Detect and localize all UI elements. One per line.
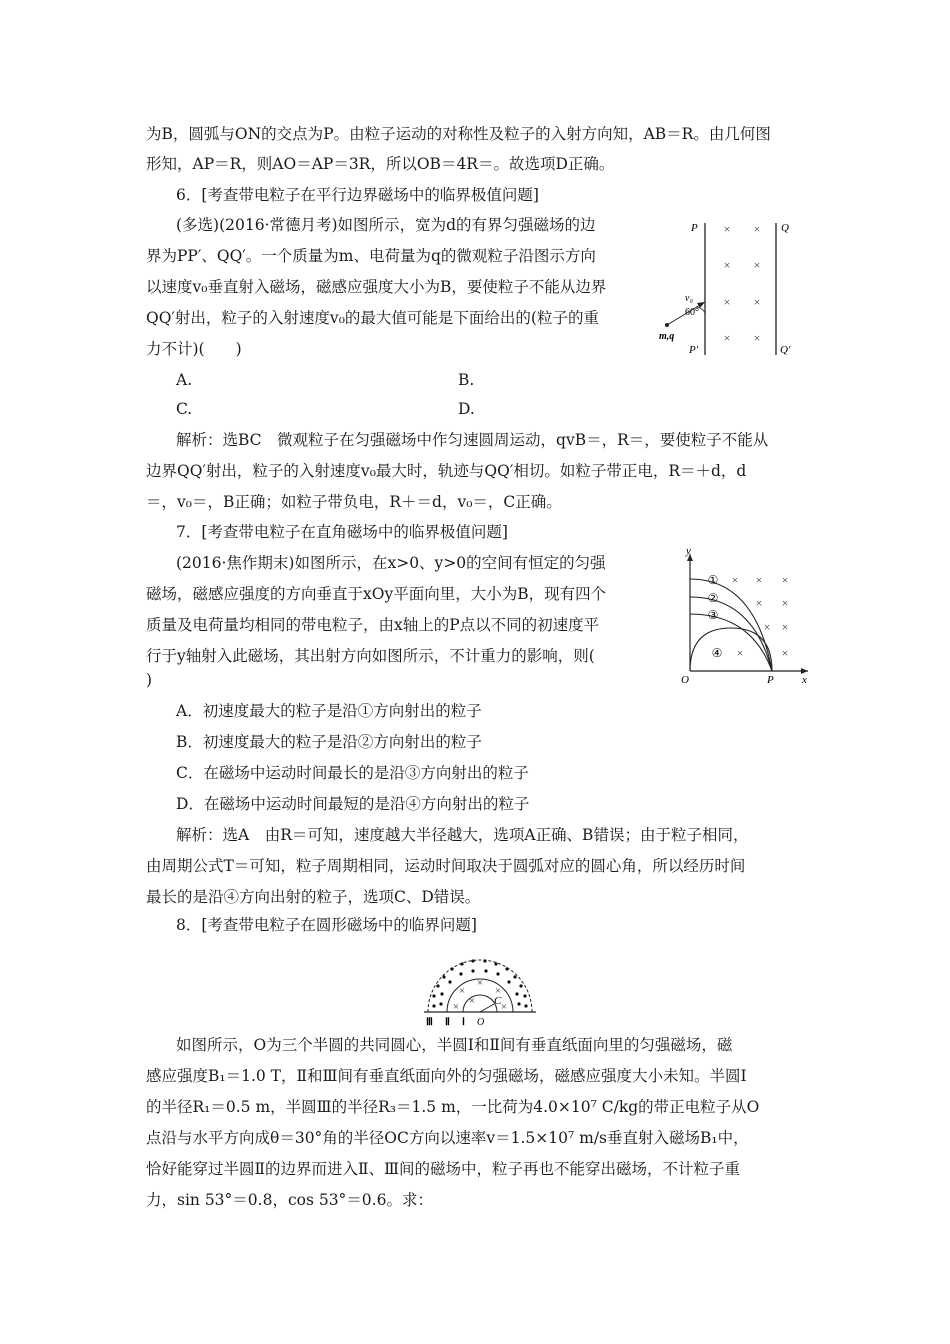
q7-label-o: O xyxy=(681,674,689,684)
q6-label-angle: 60° xyxy=(685,307,699,318)
q7-label-2: ② xyxy=(707,591,719,605)
q7-body-2: 磁场，磁感应强度的方向垂直于xOy平面向里，大小为B，现有四个 xyxy=(146,585,607,603)
intro-line-1: 为B，圆弧与ON的交点为P。由粒子运动的对称性及粒子的入射方向知，AB＝R。由几何图 xyxy=(146,125,771,143)
q7-option-d: D．在磁场中运动时间最短的是沿④方向射出的粒子 xyxy=(176,795,530,813)
q6-body-2: 界为PP′、QQ′。一个质量为m、电荷量为q的微观粒子沿图示方向 xyxy=(146,247,596,265)
q8-body-2: 感应强度B₁＝1.0 T，Ⅱ和Ⅲ间有垂直纸面向外的匀强磁场，磁感应强度大小未知。半圆Ⅰ xyxy=(146,1067,747,1085)
q6-cross: × xyxy=(753,258,761,272)
q7-cross: × xyxy=(781,596,789,610)
q6-body-5: 力不计)( ) xyxy=(146,340,242,358)
q7-cross: × xyxy=(731,573,739,587)
q6-label-q-prime: Q′ xyxy=(780,344,791,356)
q6-body-3: 以速度v₀垂直射入磁场，磁感应强度大小为B，要使粒子不能从边界 xyxy=(146,278,607,296)
q7-cross: × xyxy=(781,646,789,660)
q8-body-3: 的半径R₁＝0.5 m，半圆Ⅲ的半径R₃＝1.5 m，一比荷为4.0×10⁷ C/kg的带正电粒子从O xyxy=(146,1098,760,1116)
q7-label-x: x xyxy=(802,674,807,684)
q8-cross: × xyxy=(494,985,502,997)
q8-cross: × xyxy=(468,995,476,1007)
q8-label-o: O xyxy=(477,1017,485,1028)
q6-label-v0: v₀ xyxy=(685,293,693,304)
q8-label-c: C xyxy=(494,995,502,1007)
q6-option-d: D. xyxy=(458,400,475,418)
q6-label-p-prime: P′ xyxy=(689,344,699,356)
q7-body-1: (2016·焦作期末)如图所示，在x>0、y>0的空间有恒定的匀强 xyxy=(176,554,606,572)
q6-option-b: B. xyxy=(458,371,475,389)
q8-label-3: Ⅲ xyxy=(426,1017,433,1028)
q6-cross: × xyxy=(723,258,731,272)
q6-option-a: A. xyxy=(176,371,193,389)
q6-label-q: Q xyxy=(781,222,789,234)
q7-cross: × xyxy=(763,620,771,634)
q6-cross: × xyxy=(723,295,731,309)
q8-body-5: 恰好能穿过半圆Ⅱ的边界而进入Ⅱ、Ⅲ间的磁场中，粒子再也不能穿出磁场，不计粒子重 xyxy=(146,1160,741,1178)
q7-option-c: C．在磁场中运动时间最长的是沿③方向射出的粒子 xyxy=(176,764,529,782)
q8-body-6: 力，sin 53°＝0.8，cos 53°＝0.6。求： xyxy=(146,1191,433,1209)
q8-label-1: Ⅰ xyxy=(462,1017,465,1028)
q8-semicircle-figure xyxy=(420,942,540,1028)
q7-field-figure xyxy=(675,544,815,684)
q6-analysis-3: ＝，v₀＝，B正确；如粒子带负电，R＋＝d，v₀＝，C正确。 xyxy=(146,493,562,511)
q6-body-1: (多选)(2016·常德月考)如图所示，宽为d的有界匀强磁场的边 xyxy=(176,216,596,234)
q6-body-4: QQ′射出，粒子的入射速度v₀的最大值可能是下面给出的(粒子的重 xyxy=(146,309,599,327)
q8-cross: × xyxy=(476,977,484,989)
q7-label-p: P xyxy=(767,674,774,684)
q7-cross: × xyxy=(755,573,763,587)
q6-cross: × xyxy=(723,331,731,345)
q7-cross: × xyxy=(781,620,789,634)
q8-cross: × xyxy=(500,1001,508,1013)
q7-body-4: 行于y轴射入此磁场，其出射方向如图所示，不计重力的影响，则( xyxy=(146,647,595,665)
q7-option-a: A．初速度最大的粒子是沿①方向射出的粒子 xyxy=(176,702,482,720)
q7-body-5: ) xyxy=(146,671,153,689)
q7-cross: × xyxy=(736,646,744,660)
q7-heading: 7．[考查带电粒子在直角磁场中的临界极值问题] xyxy=(176,523,508,541)
q6-analysis-2: 边界QQ′射出，粒子的入射速度v₀最大时，轨迹与QQ′相切。如粒子带正电，R＝＋d，d xyxy=(146,462,747,480)
q6-label-p: P xyxy=(691,222,698,234)
q6-analysis-1: 解析：选BC 微观粒子在匀强磁场中作匀速圆周运动，qvB＝，R＝，要使粒子不能从 xyxy=(176,431,769,449)
q6-field-figure xyxy=(655,215,805,360)
q7-cross: × xyxy=(781,573,789,587)
q6-heading: 6．[考查带电粒子在平行边界磁场中的临界极值问题] xyxy=(176,186,539,204)
q7-label-1: ① xyxy=(707,573,719,587)
q7-body-3: 质量及电荷量均相同的带电粒子，由x轴上的P点以不同的初速度平 xyxy=(146,616,600,634)
q6-cross: × xyxy=(753,331,761,345)
q8-cross: × xyxy=(452,1001,460,1013)
q7-analysis-1: 解析：选A 由R＝可知，速度越大半径越大，选项A正确、B错误；由于粒子相同， xyxy=(176,826,749,844)
q6-cross: × xyxy=(753,295,761,309)
q8-body-4: 点沿与水平方向成θ＝30°角的半径OC方向以速率v＝1.5×10⁷ m/s垂直射入磁场B₁中， xyxy=(146,1129,749,1147)
q7-analysis-2: 由周期公式T＝可知，粒子周期相同，运动时间取决于圆弧对应的圆心角，所以经历时间 xyxy=(146,857,746,875)
q8-cross: × xyxy=(458,985,466,997)
q7-analysis-3: 最长的是沿④方向出射的粒子，选项C、D错误。 xyxy=(146,888,481,906)
q8-label-2: Ⅱ xyxy=(445,1017,450,1028)
q7-label-4: ④ xyxy=(711,646,723,660)
q7-label-3: ③ xyxy=(707,608,719,622)
q8-heading: 8．[考查带电粒子在圆形磁场中的临界问题] xyxy=(176,916,477,934)
q7-label-y: y xyxy=(686,545,691,557)
q6-label-mq: m,q xyxy=(659,331,675,342)
q6-cross: × xyxy=(723,222,731,236)
q6-option-c: C. xyxy=(176,400,193,418)
q6-cross: × xyxy=(753,222,761,236)
q8-body-1: 如图所示，O为三个半圆的共同圆心，半圆Ⅰ和Ⅱ间有垂直纸面向里的匀强磁场，磁 xyxy=(176,1036,733,1054)
q7-option-b: B．初速度最大的粒子是沿②方向射出的粒子 xyxy=(176,733,482,751)
q7-cross: × xyxy=(755,596,763,610)
intro-line-2: 形知，AP＝R，则AO＝AP＝3R，所以OB＝4R＝。故选项D正确。 xyxy=(146,155,615,173)
